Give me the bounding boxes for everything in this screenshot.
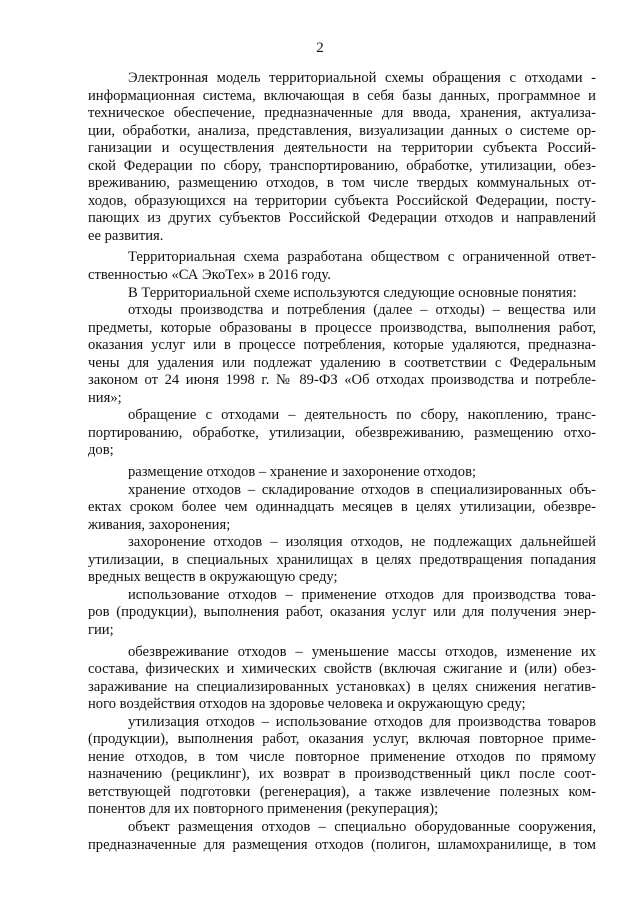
text-line: гии; (88, 621, 114, 638)
text-line: размещение отходов – хранение и захоронение отходов; (128, 464, 477, 481)
paragraph (88, 70, 596, 245)
text-line: использование отходов – применение отходов для производства това- (128, 586, 596, 603)
text-line: ния»; (88, 389, 122, 406)
text-line: (продукции), выполнения работ, оказания услуг, включая повторное приме- (88, 731, 596, 748)
text-line: утилизации, в специальных хранилищах в целях предотвращения попадания (88, 551, 596, 568)
paragraph (88, 464, 596, 482)
paragraph (88, 285, 596, 303)
text-line: захоронение отходов – изоляция отходов, не подлежащих дальнейшей (128, 534, 596, 551)
text-line: обезвреживание отходов – уменьшение массы отходов, изменение их (128, 643, 596, 660)
text-line: вреживанию, размещению отходов, в том числе твердых коммунальных от- (88, 175, 596, 192)
text-line: ее развития. (88, 227, 164, 244)
paragraph (88, 302, 596, 407)
text-line: нение отходов, в том числе повторное применение отходов по прямому (88, 748, 596, 765)
text-line: Территориальная схема разработана обществом с ограниченной ответ- (128, 249, 596, 266)
text-line: ходов, образующихся на территории субъекта Российской Федерации, посту- (88, 192, 596, 209)
text-line: обращение с отходами – деятельность по сбору, накоплению, транс- (128, 407, 596, 424)
text-line: ров (продукции), выполнения работ, оказания услуг или для получения энер- (88, 604, 596, 621)
paragraph (88, 482, 596, 535)
text-line: живания, захоронения; (88, 516, 231, 533)
text-line: зараживание на специализированных установках) в целях снижения негатив- (88, 678, 596, 695)
text-line: назначению (рециклинг), их возврат в производственный цикл после соот- (88, 766, 596, 783)
paragraph (88, 819, 596, 854)
text-line: ветствующей подготовки (регенерация), а также извлечение полезных ком- (88, 783, 596, 800)
text-line: предметы, которые образованы в процессе производства, выполнения работ, (88, 319, 596, 336)
text-line: объект размещения отходов – специально оборудованные сооружения, (128, 818, 596, 835)
text-line: хранение отходов – складирование отходов в специализированных объ- (128, 481, 596, 498)
text-line: отходы производства и потребления (далее – отходы) – вещества или (128, 302, 596, 319)
text-line: техническое обеспечение, предназначенные для ввода, хранения, актуализа- (88, 105, 596, 122)
text-line: состава, физических и химических свойств (включая сжигание и (или) обез- (88, 661, 596, 678)
text-line: пающих из других субъектов Российской Федерации отходов и направлений (88, 210, 596, 227)
paragraph (88, 587, 596, 640)
text-line: утилизация отходов – использование отходов для производства товаров (128, 713, 596, 730)
text-line: ской Федерации по сбору, транспортированию, обработке, утилизации, обез- (88, 157, 596, 174)
text-line: Электронная модель территориальной схемы обращения с отходами - (128, 70, 596, 86)
text-line: чены для удаления или подлежат удалению в соответствии с Федеральным (88, 354, 596, 371)
document-body (88, 70, 596, 854)
text-line: ственностью «СА ЭкоТех» в 2016 году. (88, 267, 331, 284)
paragraph (88, 407, 596, 460)
paragraph (88, 714, 596, 819)
text-line: законом от 24 июня 1998 г. № 89-ФЗ «Об отходах производства и потребле- (88, 372, 596, 389)
paragraph (88, 534, 596, 587)
page-number: 2 (316, 40, 324, 56)
text-line: предназначенные для размещения отходов (полигон, шламохранилище, в том (88, 836, 596, 853)
paragraph (88, 644, 596, 714)
text-line: понентов для их повторного применения (рекуперация); (88, 801, 439, 818)
text-line: оказания услуг или в процессе потребления, которые удаляются, предназна- (88, 337, 596, 354)
text-line: дов; (88, 442, 114, 459)
text-line: ного воздействия отходов на здоровье человека и окружающую среду; (88, 696, 526, 713)
text-line: ганизации и осуществления деятельности на территории субъекта Россий- (88, 140, 596, 157)
text-line: информационная система, включающая в себя базы данных, программное и (88, 87, 596, 104)
text-line: портированию, обработке, утилизации, обезвреживанию, размещению отхо- (88, 424, 596, 441)
text-line: ектах сроком более чем одиннадцать месяцев в целях утилизации, обезвре- (88, 499, 596, 516)
paragraph (88, 249, 596, 284)
text-line: В Территориальной схеме используются следующие основные понятия: (128, 284, 577, 301)
text-line: ции, обработки, анализа, представления, визуализации данных о системе ор- (88, 122, 596, 139)
text-line: вредных веществ в окружающую среду; (88, 569, 338, 586)
